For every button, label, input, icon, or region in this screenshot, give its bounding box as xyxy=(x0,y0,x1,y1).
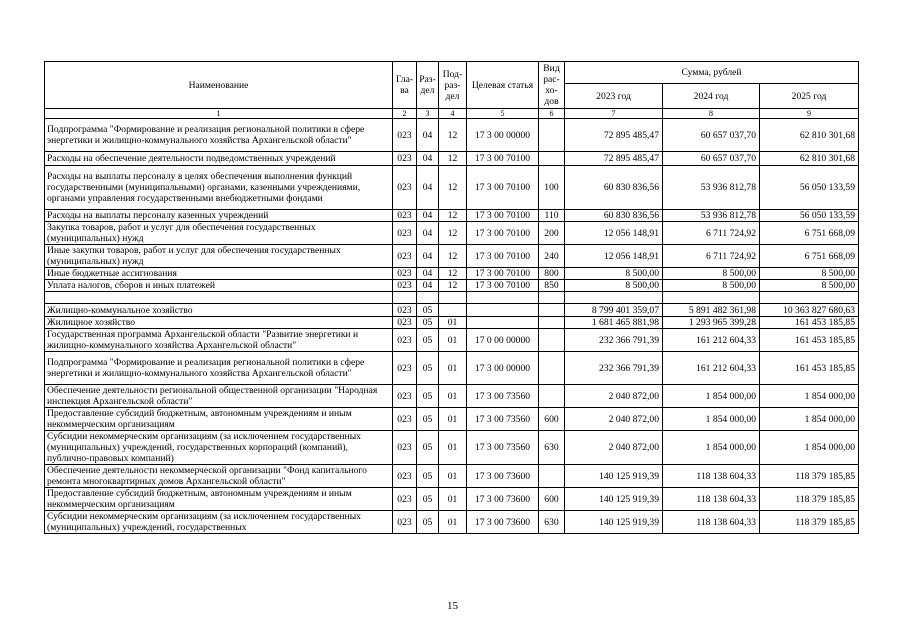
row-sum-2023: 140 125 919,39 xyxy=(565,465,663,488)
row-name: Подпрограмма "Формирование и реализация региональной политики в сфере энергетики и жилищно-коммунального хозяйства Архангельской области" xyxy=(45,352,393,385)
row-podrazdel: 01 xyxy=(439,385,467,408)
row-sum-2025: 62 810 301,68 xyxy=(760,152,859,166)
row-sum-2023: 140 125 919,39 xyxy=(565,511,663,534)
row-razdel: 05 xyxy=(417,329,439,352)
row-razdel: 05 xyxy=(417,511,439,534)
row-glava: 023 xyxy=(393,385,417,408)
row-podrazdel: 01 xyxy=(439,317,467,329)
row-podrazdel: 01 xyxy=(439,329,467,352)
row-target-article: 17 3 00 73560 xyxy=(467,408,539,431)
table-row xyxy=(45,488,859,511)
row-sum-2023: 2 040 872,00 xyxy=(565,431,663,465)
table-row xyxy=(45,292,859,304)
row-sum-2024: 60 657 037,70 xyxy=(663,152,760,166)
row-target-article: 17 3 00 70100 xyxy=(467,222,539,245)
column-number: 5 xyxy=(467,109,539,119)
row-name: Субсидии некоммерческим организациям (за исключением государственных (муниципальных) учреждений, государственных xyxy=(45,511,393,534)
row-podrazdel: 12 xyxy=(439,245,467,268)
row-name: Государственная программа Архангельской области "Развитие энергетики и жилищно-коммунального хозяйства Архангельской области" xyxy=(45,329,393,352)
row-sum-2024: 161 212 604,33 xyxy=(663,329,760,352)
row-sum-2024: 8 500,00 xyxy=(663,268,760,280)
column-number: 1 xyxy=(45,109,393,119)
row-glava: 023 xyxy=(393,304,417,317)
table-row xyxy=(45,431,859,465)
row-sum-2025: 8 500,00 xyxy=(760,268,859,280)
row-target-article: 17 3 00 70100 xyxy=(467,152,539,166)
row-target-article: 17 0 00 00000 xyxy=(467,329,539,352)
row-sum-2024: 6 711 724,92 xyxy=(663,245,760,268)
row-name: Иные бюджетные ассигнования xyxy=(45,268,393,280)
row-sum-2024: 53 936 812,78 xyxy=(663,166,760,210)
row-sum-2023: 8 799 401 359,07 xyxy=(565,304,663,317)
row-glava xyxy=(393,292,417,304)
header-sum: Сумма, рублей xyxy=(565,62,859,84)
row-razdel: 05 xyxy=(417,352,439,385)
row-target-article xyxy=(467,317,539,329)
row-razdel: 05 xyxy=(417,488,439,511)
row-sum-2025: 56 050 133,59 xyxy=(760,166,859,210)
row-sum-2023 xyxy=(565,292,663,304)
row-podrazdel: 12 xyxy=(439,119,467,152)
row-name: Обеспечение деятельности региональной общественной организации "Народная инспекция Архангельской области" xyxy=(45,385,393,408)
row-razdel: 04 xyxy=(417,222,439,245)
row-expense-type xyxy=(539,385,565,408)
row-expense-type: 850 xyxy=(539,280,565,292)
row-sum-2024: 5 891 482 361,98 xyxy=(663,304,760,317)
row-expense-type: 110 xyxy=(539,210,565,222)
row-sum-2025: 1 854 000,00 xyxy=(760,431,859,465)
row-target-article: 17 3 00 00000 xyxy=(467,119,539,152)
column-number: 9 xyxy=(760,109,859,119)
row-sum-2024: 1 854 000,00 xyxy=(663,408,760,431)
row-sum-2025 xyxy=(760,292,859,304)
column-number: 7 xyxy=(565,109,663,119)
row-sum-2025: 118 379 185,85 xyxy=(760,465,859,488)
column-numbers-row xyxy=(45,109,859,119)
row-sum-2025: 161 453 185,85 xyxy=(760,317,859,329)
row-sum-2024: 118 138 604,33 xyxy=(663,511,760,534)
row-name: Расходы на выплаты персоналу в целях обеспечения выполнения функций государственными (муниципальными) органами, казенными учреждениями, органами управления государственными внебюджетными фондами xyxy=(45,166,393,210)
row-glava: 023 xyxy=(393,431,417,465)
table-header xyxy=(45,62,859,109)
header-glava: Гла-ва xyxy=(393,62,417,109)
row-sum-2025: 10 363 827 680,63 xyxy=(760,304,859,317)
row-podrazdel: 12 xyxy=(439,280,467,292)
row-razdel: 05 xyxy=(417,408,439,431)
header-name: Наименование xyxy=(45,62,393,109)
row-expense-type: 200 xyxy=(539,222,565,245)
row-razdel: 04 xyxy=(417,210,439,222)
row-expense-type: 100 xyxy=(539,166,565,210)
row-name: Субсидии некоммерческим организациям (за исключением государственных (муниципальных) учреждений, государственных корпораций (компаний), публично-правовых компаний) xyxy=(45,431,393,465)
row-glava: 023 xyxy=(393,166,417,210)
row-sum-2024: 1 854 000,00 xyxy=(663,385,760,408)
row-sum-2023: 60 830 836,56 xyxy=(565,210,663,222)
row-expense-type: 800 xyxy=(539,268,565,280)
column-number: 3 xyxy=(417,109,439,119)
row-sum-2023: 232 366 791,39 xyxy=(565,352,663,385)
row-sum-2025: 161 453 185,85 xyxy=(760,352,859,385)
table-row xyxy=(45,329,859,352)
row-expense-type xyxy=(539,329,565,352)
row-expense-type: 630 xyxy=(539,431,565,465)
row-razdel: 05 xyxy=(417,431,439,465)
row-razdel: 05 xyxy=(417,385,439,408)
table-row xyxy=(45,385,859,408)
row-sum-2025: 118 379 185,85 xyxy=(760,511,859,534)
row-sum-2023: 8 500,00 xyxy=(565,268,663,280)
row-podrazdel: 12 xyxy=(439,166,467,210)
row-target-article xyxy=(467,304,539,317)
page-number: 15 xyxy=(447,600,458,612)
row-glava: 023 xyxy=(393,511,417,534)
row-sum-2025: 118 379 185,85 xyxy=(760,488,859,511)
table-row xyxy=(45,511,859,534)
row-expense-type xyxy=(539,119,565,152)
table-row xyxy=(45,222,859,245)
row-glava: 023 xyxy=(393,210,417,222)
row-sum-2024: 161 212 604,33 xyxy=(663,352,760,385)
row-sum-2024 xyxy=(663,292,760,304)
row-name: Жилищное хозяйство xyxy=(45,317,393,329)
row-sum-2024: 1 854 000,00 xyxy=(663,431,760,465)
row-name: Подпрограмма "Формирование и реализация региональной политики в сфере энергетики и жилищно-коммунального хозяйства Архангельской области" xyxy=(45,119,393,152)
row-sum-2023: 8 500,00 xyxy=(565,280,663,292)
row-glava: 023 xyxy=(393,245,417,268)
row-sum-2024: 1 293 965 399,28 xyxy=(663,317,760,329)
table-row xyxy=(45,152,859,166)
row-razdel: 05 xyxy=(417,465,439,488)
row-expense-type xyxy=(539,304,565,317)
row-target-article: 17 3 00 70100 xyxy=(467,166,539,210)
row-glava: 023 xyxy=(393,152,417,166)
row-expense-type: 600 xyxy=(539,408,565,431)
row-expense-type xyxy=(539,292,565,304)
row-sum-2023: 2 040 872,00 xyxy=(565,408,663,431)
row-glava: 023 xyxy=(393,329,417,352)
table-row xyxy=(45,268,859,280)
row-podrazdel: 01 xyxy=(439,465,467,488)
row-razdel: 04 xyxy=(417,245,439,268)
row-sum-2023: 140 125 919,39 xyxy=(565,488,663,511)
row-podrazdel: 12 xyxy=(439,268,467,280)
header-target: Целевая статья xyxy=(467,62,539,109)
table-row xyxy=(45,245,859,268)
row-sum-2024: 60 657 037,70 xyxy=(663,119,760,152)
row-glava: 023 xyxy=(393,408,417,431)
column-number: 6 xyxy=(539,109,565,119)
row-glava: 023 xyxy=(393,317,417,329)
row-razdel: 04 xyxy=(417,280,439,292)
row-sum-2025: 6 751 668,09 xyxy=(760,245,859,268)
row-target-article: 17 3 00 00000 xyxy=(467,352,539,385)
row-sum-2023: 2 040 872,00 xyxy=(565,385,663,408)
table-row xyxy=(45,352,859,385)
row-sum-2024: 53 936 812,78 xyxy=(663,210,760,222)
row-name: Иные закупки товаров, работ и услуг для обеспечения государственных (муниципальных) нужд xyxy=(45,245,393,268)
row-podrazdel: 01 xyxy=(439,408,467,431)
row-sum-2023: 72 895 485,47 xyxy=(565,152,663,166)
row-target-article: 17 3 00 73560 xyxy=(467,431,539,465)
row-podrazdel: 12 xyxy=(439,222,467,245)
row-name: Уплата налогов, сборов и иных платежей xyxy=(45,280,393,292)
budget-table xyxy=(44,61,859,534)
row-name: Закупка товаров, работ и услуг для обеспечения государственных (муниципальных) нужд xyxy=(45,222,393,245)
row-expense-type: 600 xyxy=(539,488,565,511)
row-razdel: 04 xyxy=(417,166,439,210)
row-name: Расходы на обеспечение деятельности подведомственных учреждений xyxy=(45,152,393,166)
table-row xyxy=(45,465,859,488)
row-podrazdel: 12 xyxy=(439,152,467,166)
row-target-article: 17 3 00 73560 xyxy=(467,385,539,408)
row-sum-2023: 72 895 485,47 xyxy=(565,119,663,152)
row-razdel: 04 xyxy=(417,119,439,152)
row-target-article: 17 3 00 73600 xyxy=(467,488,539,511)
row-sum-2023: 232 366 791,39 xyxy=(565,329,663,352)
row-sum-2023: 60 830 836,56 xyxy=(565,166,663,210)
row-sum-2025: 1 854 000,00 xyxy=(760,408,859,431)
row-sum-2024: 118 138 604,33 xyxy=(663,465,760,488)
row-target-article: 17 3 00 73600 xyxy=(467,511,539,534)
row-sum-2025: 6 751 668,09 xyxy=(760,222,859,245)
row-podrazdel xyxy=(439,292,467,304)
row-sum-2025: 161 453 185,85 xyxy=(760,329,859,352)
row-sum-2023: 12 056 148,91 xyxy=(565,245,663,268)
row-glava: 023 xyxy=(393,352,417,385)
column-number: 8 xyxy=(663,109,760,119)
column-number: 2 xyxy=(393,109,417,119)
table-row xyxy=(45,119,859,152)
row-sum-2024: 118 138 604,33 xyxy=(663,488,760,511)
table-row xyxy=(45,280,859,292)
row-expense-type: 240 xyxy=(539,245,565,268)
header-podrazdel: Под-раз-дел xyxy=(439,62,467,109)
row-name: Обеспечение деятельности некоммерческой организации "Фонд капитального ремонта многоквартирных домов Архангельской области" xyxy=(45,465,393,488)
row-target-article: 17 3 00 73600 xyxy=(467,465,539,488)
row-sum-2025: 8 500,00 xyxy=(760,280,859,292)
header-vid: Вид рас-хо-дов xyxy=(539,62,565,109)
row-expense-type xyxy=(539,317,565,329)
row-podrazdel: 01 xyxy=(439,511,467,534)
row-expense-type xyxy=(539,352,565,385)
row-glava: 023 xyxy=(393,222,417,245)
row-podrazdel: 01 xyxy=(439,352,467,385)
row-glava: 023 xyxy=(393,280,417,292)
row-expense-type xyxy=(539,465,565,488)
table-row xyxy=(45,317,859,329)
row-podrazdel: 01 xyxy=(439,488,467,511)
row-razdel xyxy=(417,292,439,304)
row-name: Предоставление субсидий бюджетным, автономным учреждениям и иным некоммерческим организациям xyxy=(45,488,393,511)
table-body xyxy=(45,109,859,534)
row-podrazdel xyxy=(439,304,467,317)
header-year-2023: 2023 год xyxy=(565,84,663,109)
row-name: Жилищно-коммунальное хозяйство xyxy=(45,304,393,317)
row-glava: 023 xyxy=(393,268,417,280)
header-year-2025: 2025 год xyxy=(760,84,859,109)
row-sum-2025: 1 854 000,00 xyxy=(760,385,859,408)
row-target-article: 17 3 00 70100 xyxy=(467,268,539,280)
header-year-2024: 2024 год xyxy=(663,84,760,109)
row-razdel: 04 xyxy=(417,152,439,166)
header-razdel: Раз-дел xyxy=(417,62,439,109)
row-sum-2023: 1 681 465 881,98 xyxy=(565,317,663,329)
row-podrazdel: 12 xyxy=(439,210,467,222)
row-sum-2024: 6 711 724,92 xyxy=(663,222,760,245)
table-row xyxy=(45,408,859,431)
table-row xyxy=(45,166,859,210)
row-glava: 023 xyxy=(393,488,417,511)
row-razdel: 05 xyxy=(417,317,439,329)
row-target-article: 17 3 00 70100 xyxy=(467,210,539,222)
row-expense-type xyxy=(539,152,565,166)
row-glava: 023 xyxy=(393,119,417,152)
row-expense-type: 630 xyxy=(539,511,565,534)
row-podrazdel: 01 xyxy=(439,431,467,465)
row-target-article xyxy=(467,292,539,304)
row-razdel: 05 xyxy=(417,304,439,317)
row-razdel: 04 xyxy=(417,268,439,280)
table-row xyxy=(45,304,859,317)
row-name: Расходы на выплаты персоналу казенных учреждений xyxy=(45,210,393,222)
row-sum-2025: 62 810 301,68 xyxy=(760,119,859,152)
row-sum-2024: 8 500,00 xyxy=(663,280,760,292)
row-sum-2023: 12 056 148,91 xyxy=(565,222,663,245)
column-number: 4 xyxy=(439,109,467,119)
row-name xyxy=(45,292,393,304)
row-glava: 023 xyxy=(393,465,417,488)
row-target-article: 17 3 00 70100 xyxy=(467,280,539,292)
table-row xyxy=(45,210,859,222)
row-sum-2025: 56 050 133,59 xyxy=(760,210,859,222)
row-target-article: 17 3 00 70100 xyxy=(467,245,539,268)
row-name: Предоставление субсидий бюджетным, автономным учреждениям и иным некоммерческим организациям xyxy=(45,408,393,431)
